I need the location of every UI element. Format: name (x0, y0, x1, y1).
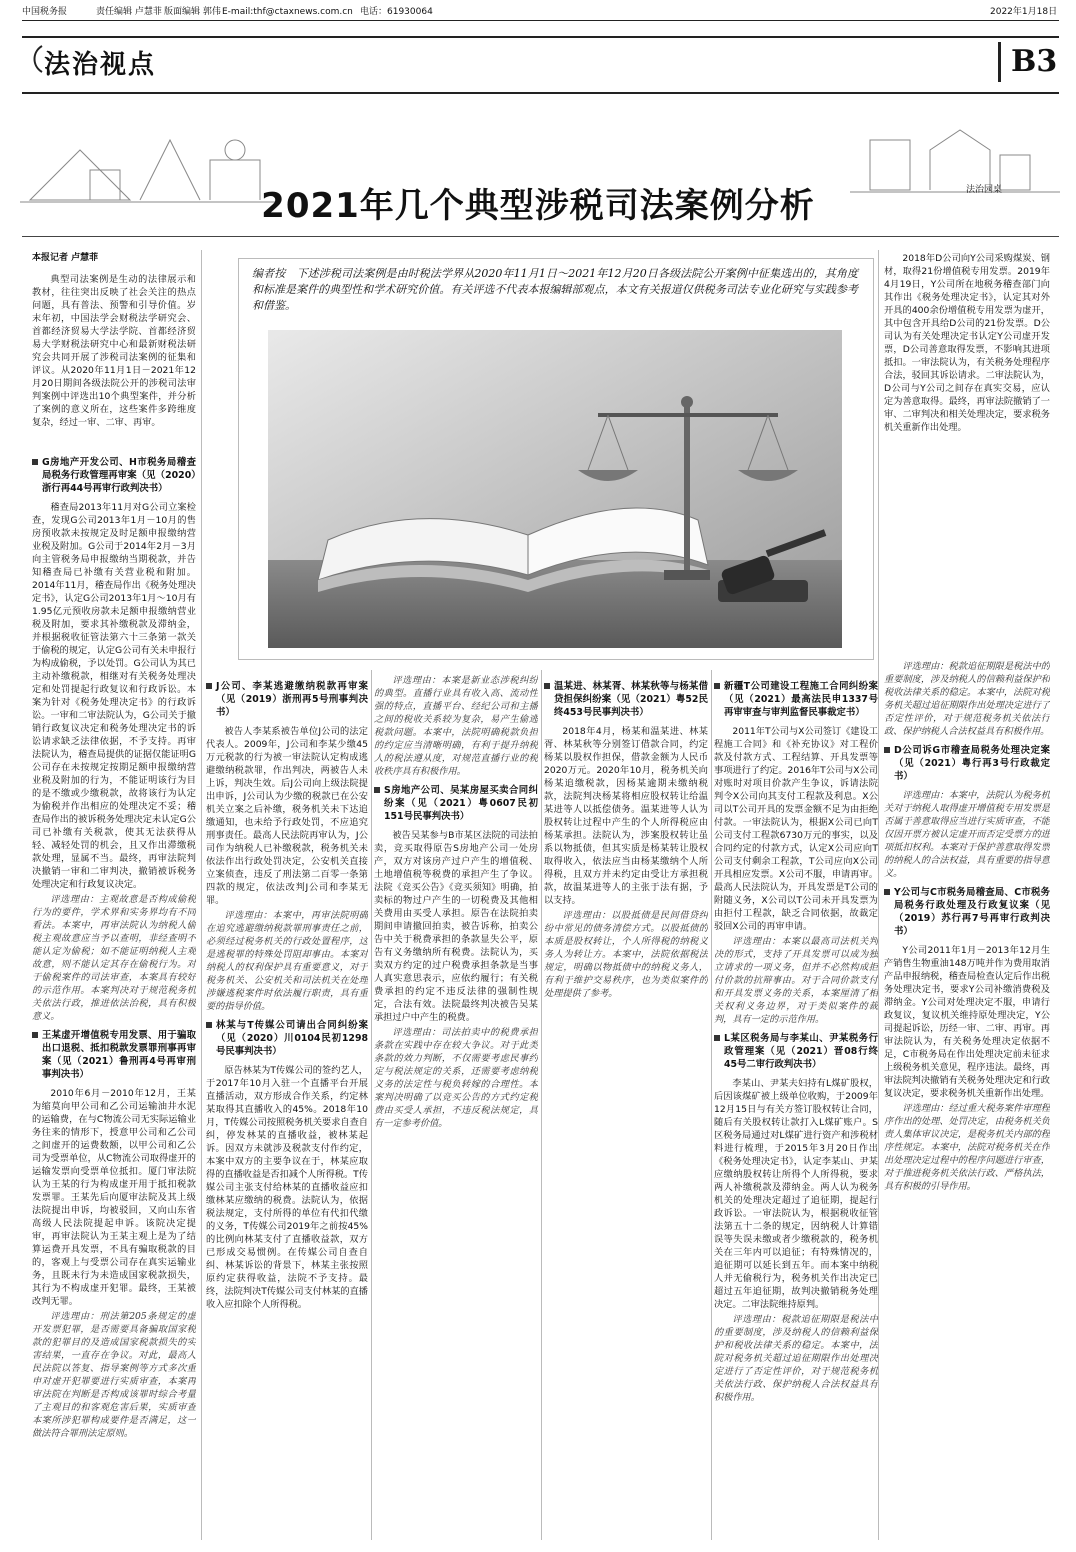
case-4-title: 林某与T传媒公司请出合同纠纷案（见（2020）川0104民初1298号民事判决书） (206, 1019, 368, 1058)
column-5 (714, 674, 878, 1540)
case-7-comment: 评选理由：本案以最高司法机关判决的形式，支持了开具发票可以成为独立请求的一项义务，但并不必然构成拒付价款的抗辩事由。对于合同价款支付和开具发票义务的关系，本案厘清了相关权利义务边界，对于类似案件的裁判，具有一定的示范作用。 (714, 936, 878, 1025)
case-6-comment: 评选理由：以股抵债是民间借贷纠纷中常见的债务清偿方式。以股抵债的本质是股权转让，个人所得税的纳税义务人为转让方。本案中，法院依据税法规定，明确以物抵债中的纳税义务人，有利于维护交易秩序，也为类似案件的处理提供了参考。 (544, 910, 708, 999)
chief-editor: 责任编辑 卢慧菲 (96, 7, 162, 17)
section-title: 法治视点 (44, 50, 157, 80)
header-rule (22, 20, 1059, 21)
case-5-title: S房地产公司、吴某房屋买卖合同纠纷案（见（2021）粤0607民初151号民事判决书） (374, 784, 538, 823)
case-5-comment: 评选理由：司法拍卖中的税费承担条款在实践中存在较大争议。对于此类条款的效力判断，不仅需要考虑民事约定与税法规定的关系，还需要考虑纳税义务的法定性与税负转嫁的合理性。本案判决明确了以竞买公告的方式约定税费由买受人承担，不违反税法规定，具有一定参考价值。 (374, 1027, 538, 1129)
top-right-column (884, 252, 1050, 652)
case-8-title: L某区税务局与李某山、尹某税务行政管理案（见（2021）晋08行终45号二审行政判决书） (714, 1032, 878, 1071)
case-2-facts: 2010年6月－2010年12月，王某为缩莫向甲公司和乙公司运输油井水泥的运输费，在与C物流公司无实际运输业务往来的情形下，授意甲公司和乙公司之间虚开的运费数额，以甲公司和乙公司为受票单位，从C物流公司取得虚开的运输发票向受票单位抵扣。厦门审法院认为王某的行为构成虚开用于抵扣税款发票罪。王某先后向厦审法院及其上级法院提出申诉，均被驳回，又向山东省高级人民法院提起申诉。该院决定提审，再审法院认为王某主观上是为了结算运费开具发票，不具有骗取税款的目的，客观上与受票公司存在真实运输业务，且既未行为未造成国家税款损失，其行为不构成虚开犯罪。最终，王某被改判无罪。 (32, 1088, 196, 1307)
corner-caption: 法治园桌 (966, 185, 1003, 195)
case-4-facts-start: 原告林某为T传媒公司的签约艺人，于2017年10月入驻一个直播平台开展直播活动，双方形成合作关系，约定林某取得其直播收入的45%。2018年10月，T传媒公司按照税务机关要求自查自纠，停发林某的直播收益，被林某起诉。因双方未就涉及税款支付作约定，本案中双方的主要争议在于，林某应取得的直播收益是否扣减个人所得税。T传媒公司主张支付给林某的直播收益应扣缴林某应缴纳的税费。法院认为，依据税法规定，支付所得的单位有代扣代缴的义务，T传媒公司2019年之前按45%的比例向林某支付了直播收益款，双方已形成交易惯例。在传媒公司自查自纠、林某诉讼的背景下，林某主张按照原约定获得收益，法院不予支持。最终，法院判决T传媒公司支付林某的直播收入应扣除个人所得税。 (206, 1065, 368, 1310)
case-2-title: 王某虚开增值税专用发票、用于骗取出口退税、抵扣税款发票罪刑事再审案（见（2021）鲁刑再4号再审刑事判决书） (32, 1029, 196, 1081)
case-3-comment: 评选理由：本案中，再审法院明确在追究逃避缴纳税款罪刑事责任之前，必须经过税务机关的行政处置程序，这是逃税罪的特殊处罚阻却事由。本案对纳税人的权利保护具有重要意义，对于税务机关、公安机关和司法机关在处理涉嫌逃税案件时依法履行职责，具有重要的指导价值。 (206, 910, 368, 1012)
section-title-box (28, 42, 188, 80)
banner-rule-top (22, 36, 1059, 38)
case-9-title: D公司诉G市稽查局税务处理决定案（见（2021）粤行再3号行政裁定书） (884, 744, 1050, 783)
page-number: B3 (1011, 44, 1058, 79)
issue-date: 2022年1月18日 (990, 7, 1058, 17)
case9-facts-top: 2018年D公司向Y公司采购煤炭、钢材，取得21份增值税专用发票。2019年4月19日，Y公司所在地税务稽查部门向其作出《税务处理决定书》，认定其对外开具的400余份增值税专用发票为虚开，其中包含开具给D公司的21份发票。D公司认为有关处理决定书认定Y公司虚开发票，D公司善意取得发票，不影响其进项抵扣。一审法院认为，有关税务处理程序合法，驳回其诉讼请求。二审法院认为，D公司与Y公司之间存在真实交易，应认定为善意取得。最终，再审法院撤销了一审、二审判决和相关处理决定，要求税务机关重新作出处理。 (884, 253, 1050, 433)
case-1-facts: 稽查局2013年11月对G公司立案检查，发现G公司2013年1月－10月的售房预收款未按规定及时足额申报缴纳营业税及附加。G公司于2014年2月－3月向主管税务局申报缴纳当期税款，并告知稽查局已补缴有关营业税和附加。2014年11月，稽查局作出《税务处理决定书》，认定G公司2013年1月～10月有1.95亿元预收房款未足额申报缴纳营业税及附加，要求其补缴税款及滞纳金，并根据税收征管法第六十三条第一款关于偷税的规定，认定G公司有关未申报行为构成偷税，予以处罚。G公司认为其已主动补缴税款，相继对有关税务处理决定和处罚提起行政复议和行政诉讼。本案为针对《税务处理决定书》的行政诉讼。一审和二审法院认为，G公司关于撤销行政复议决定和税务处理决定书的诉讼请求缺乏法律依据，不予支持。再审法院认为，稽查局提供的证据仅能证明G公司存在未按规定按期足额申报缴纳营业税及附加的行为，不能证明该行为目的是不缴或少缴税款，故将该行为认定为偷税并作出相应的处理决定不妥；稽查局作出的被诉税务处理决定未认定G公司已补缴有关税款，使其无法获得从轻、减轻处罚的机会，且又作出滞缴税款处理，显属不当。最终，再审法院判决撤销一审和二审判决，撤销被诉税务处理决定和行政复议决定。 (32, 502, 196, 890)
banner-rule-bottom (22, 92, 1059, 94)
column-2 (206, 674, 368, 1540)
case-2-comment: 评选理由：刑法第205条规定的虚开发票犯罪，是否需要具备骗取国家税款的犯罪目的及造成国家税款损失的实害结果，一直存在争议。对此，最高人民法院以答复、指导案例等方式多次重申对虚开犯罪要进行实质审查，本案再审法院在判断是否构成该罪时综合考量了主观目的和客观危害后果，实质审查本案所涉犯罪构成要件是否满足，这一做法符合罪刑法定原则。 (32, 1311, 196, 1439)
page-number-box (998, 42, 1061, 82)
column-divider (201, 250, 202, 1540)
case-8-comment-cont: 评选理由：税款追征期限是税法中的重要制度，涉及纳税人的信赖利益保护和税收法律关系的稳定。本案中，法院对税务机关超过追征期限作出处理决定进行了否定性评价，对于规范税务机关依法行政、保护纳税人合法权益具有积极作用。 (884, 661, 1050, 737)
editor-note: 编者按 下述涉税司法案例是由时税法学界从2020年11月1日～2021年12月20日各级法院公开案例中征集选出的，其角度和标准是案件的典型性和学术研究价值。有关评选不代表本报编辑部观点，本文有关报道仅供税务司法专业化研究与实践参考和借鉴。 (252, 267, 858, 312)
column-divider (371, 670, 372, 1540)
case-8-facts: 李某山、尹某夫妇持有L煤矿股权，后因该煤矿被上级单位收购，于2009年12月15日与有关方签订股权转让合同，随后有关股权转让款打入L煤矿账户。S区税务局通过对L煤矿进行资产和涉税材料进行梳理，于2015年3月20日作出《税务处理决定书》，认定李某山、尹某应缴纳股权转让所得个人所得税，要求两人补缴税款及滞纳金。两人认为税务机关的处理决定超过了追征期，提起行政诉讼。一审法院认为，根据税收征管法第五十二条的规定，因纳税人计算错误等失误未缴或者少缴税款的，税务机关在三年内可以追征；有特殊情况的，追征期可以延长到五年。而本案中纳税人并无偷税行为，税务机关作出决定已超过五年追征期，故判决撤销税务处理决定。二审法院维持原判。 (714, 1078, 878, 1310)
headline-rule (22, 236, 1059, 237)
case-9-comment: 评选理由：本案中，法院认为税务机关对于纳税人取得虚开增值税专用发票是否属于善意取得应当进行实质审查，不能仅因开票方被认定虚开而否定受票方的进项抵扣权利。本案对于保护善意取得发票的纳税人的合法权益，具有重要的指导意义。 (884, 790, 1050, 879)
case-4-comment: 评选理由：本案是新业态涉税纠纷的典型。直播行业具有收入高、流动性强的特点，直播平台、经纪公司和主播之间的税收关系较为复杂，易产生偷逃税款问题。本案中，法院明确税款负担的约定应当清晰明确，有利于提升纳税人的税法遵从度，对规范直播行业的税收秩序具有积极作用。 (374, 675, 538, 777)
column-divider (711, 670, 712, 1540)
layout-editor: 版面编辑 郭伟 (164, 7, 221, 17)
case-6-facts: 2018年4月，杨某和温某进、林某胥、林某秋等分别签订借款合同，约定杨某以股权作担保，借款金额为人民币2020万元。2020年10月，税务机关向杨某追缴税款，因杨某逾期未缴纳税款，法院判决杨某将相应股权转让给温某进等人以抵偿债务。温某进等人认为股权转让过程中产生的个人所得税应由杨某承担。法院认为，涉案股权转让虽系以物抵债，但其实质是杨某转让股权取得收入，依法应当由杨某缴纳个人所得税，且双方并未约定由受让方承担税款，故温某进等人的主张于法有据，予以支持。 (544, 726, 708, 906)
column-divider (878, 250, 879, 1540)
scales-and-book-photo (268, 330, 842, 648)
left-column (32, 450, 196, 1540)
editor-email: E-mail:thf@ctaxnews.com.cn (222, 7, 353, 17)
case-8-comment: 评选理由：税款追征期限是税法中的重要制度，涉及纳税人的信赖利益保护和税收法律关系的稳定。本案中，法院对税务机关超过追征期限作出处理决定进行了否定性评价，对于规范税务机关依法行政、保护纳税人合法权益具有积极作用。 (714, 1314, 878, 1403)
column-3 (374, 674, 538, 1540)
intro-text: 典型司法案例是生动的法律展示和教材，往往突出反映了社会关注的热点问题，具有普法、预警和引导价值。岁末年初，中国法学会财税法学研究会、首都经济贸易大学法学院、首都经济贸易大学财税法研究中心和最新财税法研究会共同开展了涉税司法案例的征集和评议。从2020年11月1日－2021年12月20日期间各级法院公开的涉税司法审判案例中评选出10个典型案件，并分析了案例的意义所在，这些案件多跨维度复杂，经过一审、二审、再审。 (32, 274, 196, 428)
headline: 2021年几个典型涉税司法案例分析 (261, 186, 815, 226)
case-7-facts: 2011年T公司与X公司签订《建设工程施工合同》和《补充协议》对工程价款及付款方式、工程结算、开具发票等事项进行了约定。2016年T公司与X公司对账时对项目价款产生争议，诉请法院判令X公司向其支付工程款及利息。X公司以T公司开具的发票金额不足为由拒绝付款。一审法院认为，根据X公司已向T公司支付工程款6730万元的事实，以及合同约定的付款方式，认定X公司应向T公司支付剩余工程款，T公司应向X公司开具相应发票。X公司不服，申请再审。最高人民法院认为，开具发票是T公司的附随义务，X公司以T公司未开具发票为由拒付工程款，缺乏合同依据，故裁定驳回X公司的再审申请。 (714, 726, 878, 932)
newspaper-name: 中国税务报 (22, 7, 68, 17)
editor-phone: 电话：61930064 (360, 7, 433, 17)
intro-column (32, 252, 196, 442)
case-7-title: 新疆T公司建设工程施工合同纠纷案（见（2021）最高法民申1337号再审审查与审判监督民事裁定书） (714, 680, 878, 719)
case-10-comment: 评选理由：经过重大税务案件审理程序作出的处理、处罚决定，由税务机关负责人集体审议决定，是税务机关内部的程序性规定。本案中，法院对税务机关在作出处理决定过程中的程序问题进行审查，对于推进税务机关依法行政、严格执法，具有积极的引导作用。 (884, 1103, 1050, 1192)
right-column (884, 660, 1050, 1540)
case-1-title: G房地产开发公司、H市税务局稽查局税务行政管理再审案（见（2020）浙行再44号再审行政判决书） (32, 456, 196, 495)
case-5-facts: 被告吴某参与B市某区法院的司法拍卖，竞买取得原告S房地产公司一处房产，双方对该房产过户产生的增值税、土地增值税等税费的承担产生了争议。法院《竞买公告》《竞买须知》明确，拍卖标的物过户产生的一切税费及其他相关费用由买受人承担。原告在法院拍卖期间申请撤回拍卖，被告诉称，拍卖公告中关于税费承担的条款显失公平，原告有义务缴纳所有税费。法院认为，买卖双方约定的过户税费承担条款是当事人真实意思表示，应依约履行；有关税费承担的约定不违反法律的强制性规定，合法有效。法院最终判决被告吴某承担过户中产生的税费。 (374, 830, 538, 1023)
case-10-facts: Y公司2011年1月－2013年12月生产销售生物重油148万吨并作为费用取消产品申报纳税，稽查局检查认定后作出税务处理决定书，要求Y公司补缴消费税及滞纳金。Y公司对处理决定不服，申请行政复议，复议机关维持原处理决定，Y公司提起诉讼，历经一审、二审、再审。再审法院认为，有关税务处理决定依据不足，C市税务局在作出处理决定前未征求上级税务机关意见，程序违法。最终，再审法院判决撤销有关税务处理决定和行政复议决定，要求税务机关重新作出处理。 (884, 945, 1050, 1099)
column-divider (541, 670, 542, 1540)
case-1-comment: 评选理由：主观故意是否构成偷税行为的要件，学术界和实务界均有不同看法。本案中，再审法院认为纳税人偷税主观故意应当予以查明，非经查明不能认定为偷税；如不能证明纳税人主观故意，则不能认定其存在偷税行为。对于偷税案件的司法审查，本案具有较好的示范作用。本案判决对于规范税务机关依法行政，推进依法治税，具有积极意义。 (32, 894, 196, 1022)
byline: 本报记者 卢慧菲 (32, 253, 99, 263)
case-6-title: 温某进、林某胥、林某秋等与杨某借贷担保纠纷案（见（2021）粤52民终453号民事判决书） (544, 680, 708, 719)
case-3-facts: 被告人李某系被告单位J公司的法定代表人。2009年，J公司和李某少缴45万元税款的行为被一审法院认定构成逃避缴纳税款罪，作出判决，两被告人未上诉，判决生效。后J公司向上级法院提出申诉，J公司认为少缴的税款已在公安机关立案之后补缴，税务机关未下达追缴通知，也未给予行政处罚，不应追究刑事责任。最高人民法院再审认为，J公司作为纳税人已补缴税款，税务机关未依法作出行政处罚决定，公安机关直接立案侦查，违反了刑法第二百零一条第四款的规定，依法改判J公司和李某无罪。 (206, 726, 368, 906)
case-10-title: Y公司与C市税务局稽查局、C市税务局税务行政处理及行政复议案（见（2019）苏行再7号再审行政判决书） (884, 886, 1050, 938)
column-4 (544, 674, 708, 1540)
case-3-title: J公司、李某逃避缴纳税款再审案（见（2019）浙刑再5号刑事判决书） (206, 680, 368, 719)
